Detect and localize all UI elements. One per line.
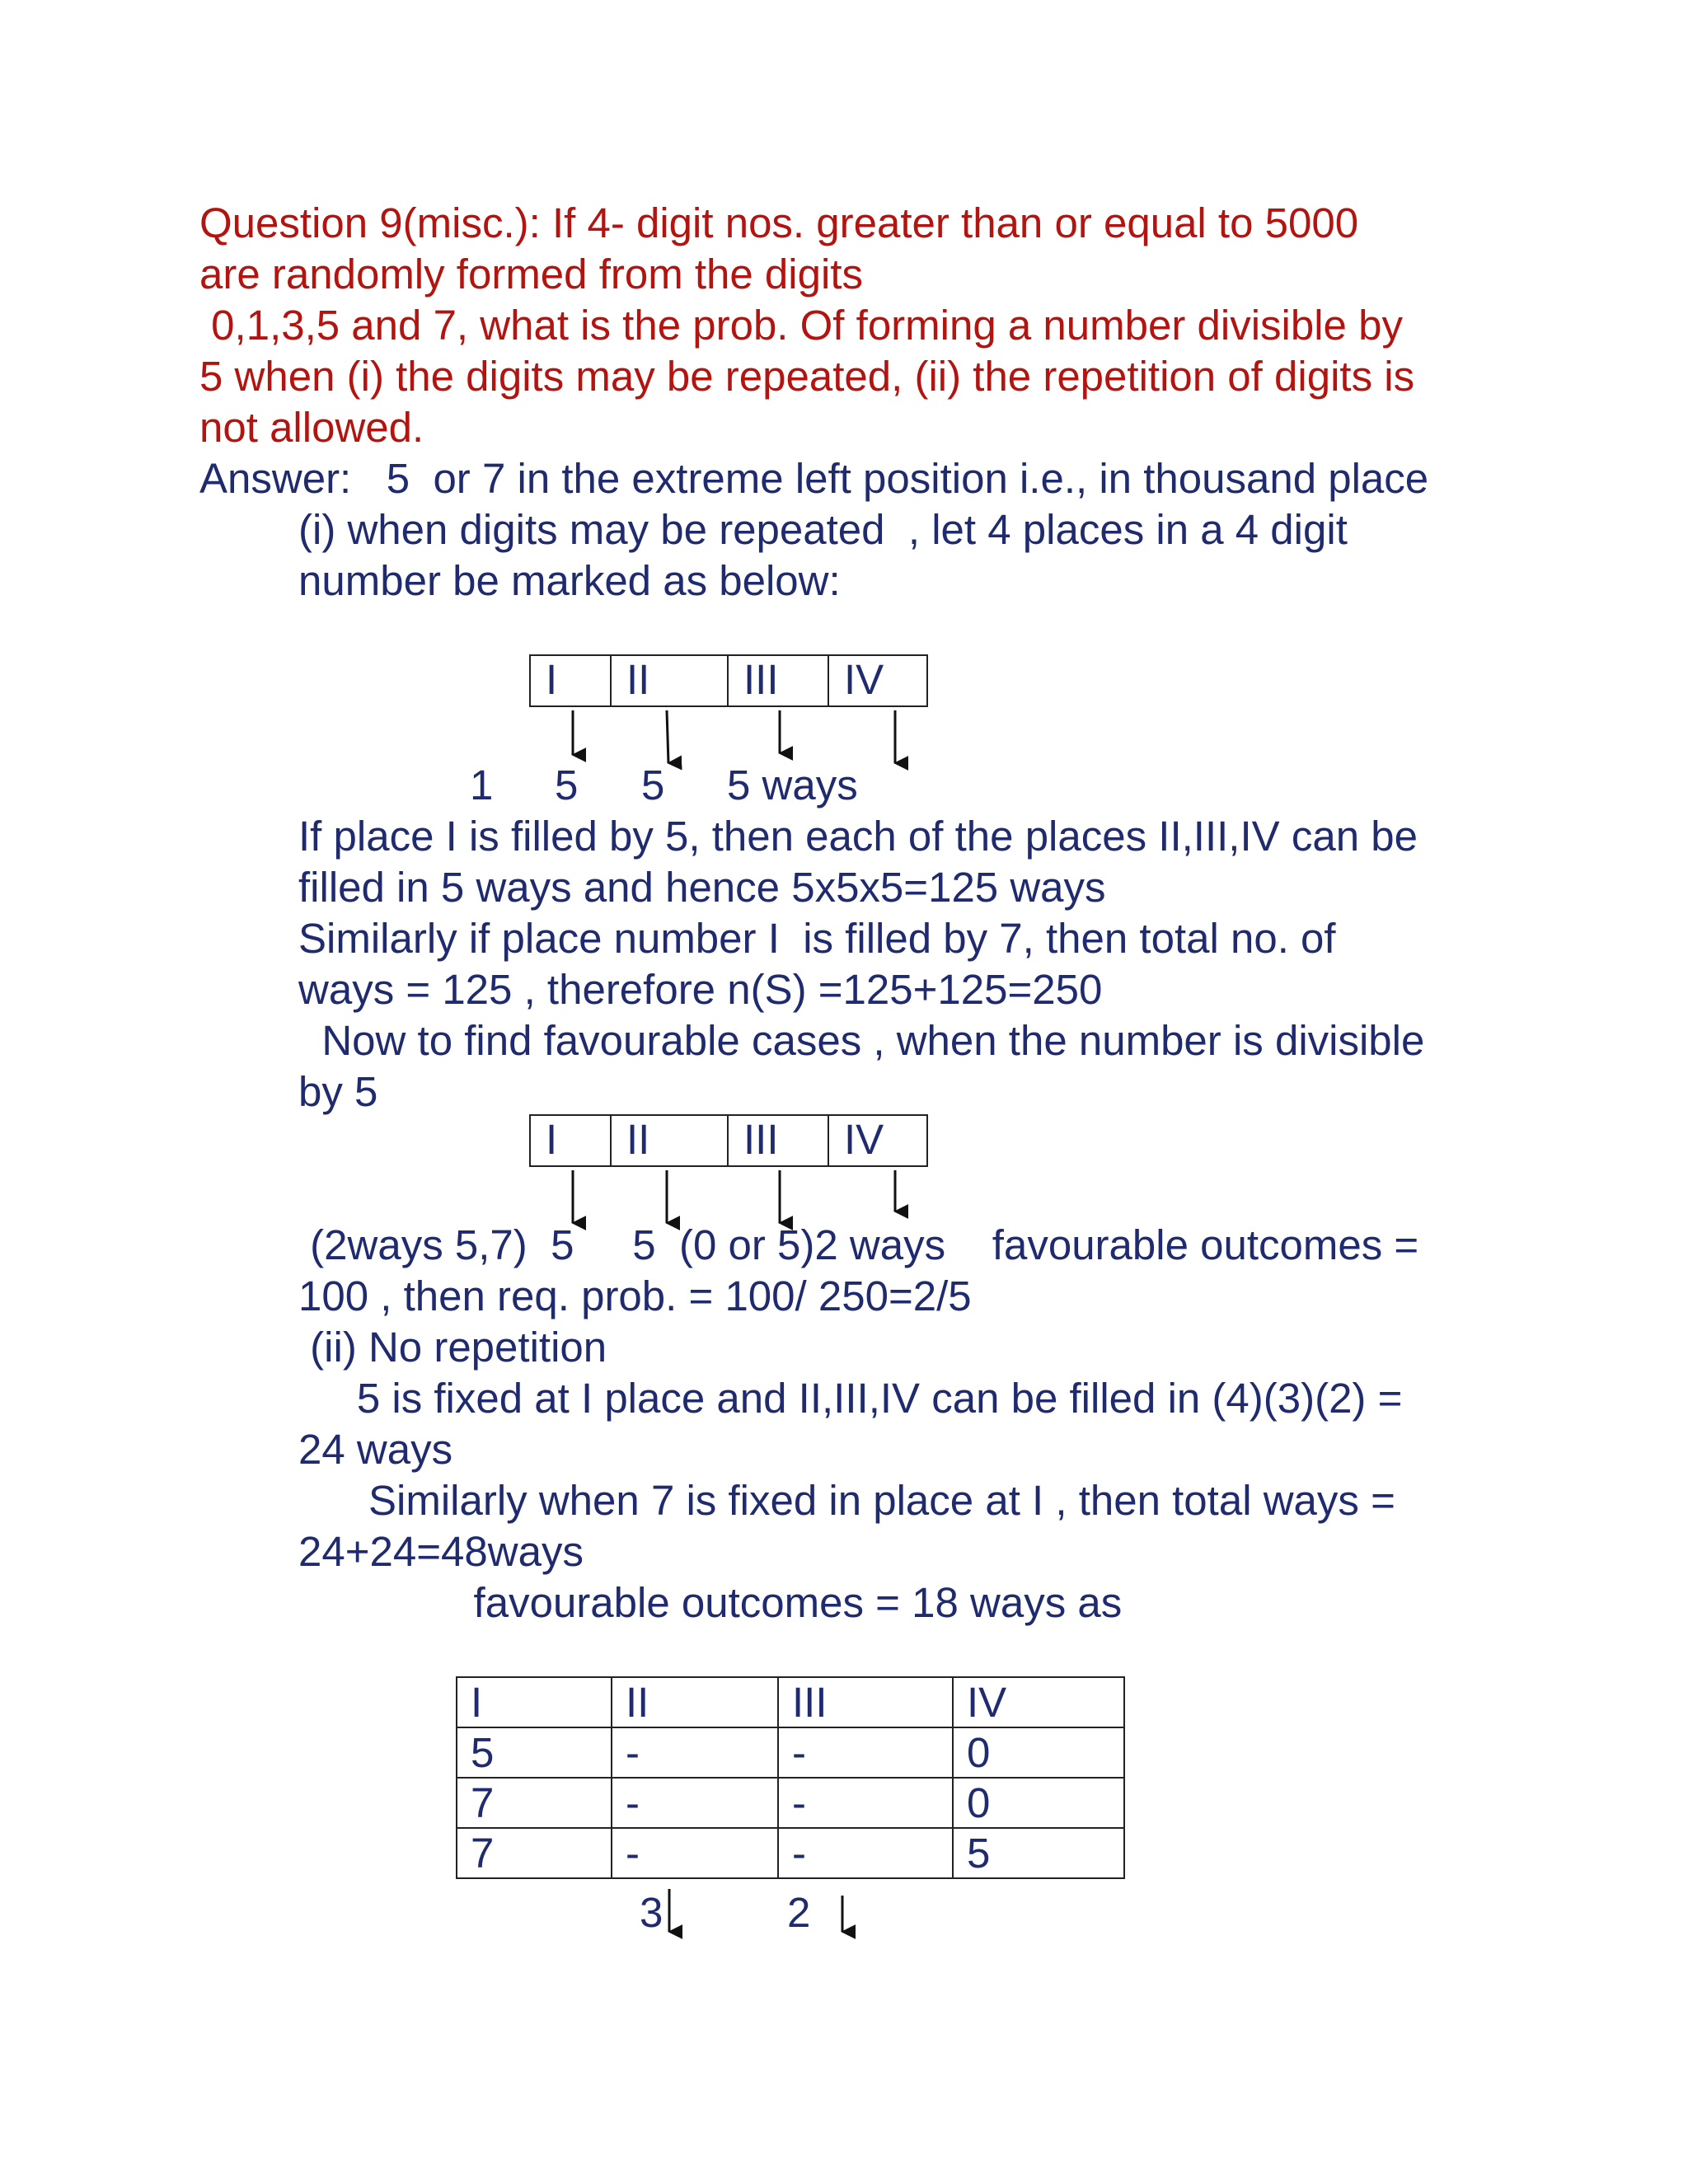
ways-place-iv: 5 ways (727, 762, 858, 808)
part2-line-7: favourable outcomes = 18 ways as (298, 1579, 1123, 1626)
table-cell: 0 (953, 1778, 1124, 1828)
table-cell: - (612, 1727, 778, 1778)
part2-line-3: 5 is fixed at I place and II,III,IV can be filled in (4)(3)(2) = (298, 1375, 1403, 1422)
part2-line-1: 100 , then req. prob. = 100/ 250=2/5 (298, 1272, 972, 1319)
ways-place-iii: 5 (641, 762, 665, 808)
table-cell: 0 (953, 1727, 1124, 1778)
diagram2-ways-line: (2ways 5,7) 5 5 (0 or 5)2 ways favourable outcomes = (298, 1221, 1419, 1268)
part1-line-2: filled in 5 ways and hence 5x5x5=125 ways (298, 864, 1106, 911)
part1-line-1: If place I is filled by 5, then each of the places II,III,IV can be (298, 813, 1418, 860)
part2-line-4: 24 ways (298, 1426, 453, 1473)
table-cell: 5 (457, 1727, 612, 1778)
place-box-ii-2: II (610, 1114, 729, 1167)
ways-place-ii: 5 (555, 762, 579, 808)
place-box-i: I (529, 654, 612, 707)
table-cell: 5 (953, 1828, 1124, 1878)
table-header-cell: IV (953, 1677, 1124, 1727)
table-below-iii: 2 (787, 1889, 811, 1936)
place-box-i-2: I (529, 1114, 612, 1167)
table-cell: 7 (457, 1828, 612, 1878)
table-cell: - (612, 1828, 778, 1878)
place-box-iv-2: IV (828, 1114, 928, 1167)
table-header-cell: II (612, 1677, 778, 1727)
place-box-iv: IV (828, 654, 928, 707)
question-line-3: 0,1,3,5 and 7, what is the prob. Of forming a number divisible by (199, 302, 1403, 349)
place-box-iii: III (727, 654, 829, 707)
down-arrow-icon (667, 710, 668, 763)
question-line-4: 5 when (i) the digits may be repeated, (ii) the repetition of digits is (199, 353, 1415, 400)
place-box-iii-2: III (727, 1114, 829, 1167)
question-line-1: Question 9(misc.): If 4- digit nos. greater than or equal to 5000 (199, 199, 1359, 246)
table-cell: - (778, 1778, 953, 1828)
ways-place-i: 1 (470, 762, 494, 808)
table-below-ii: 3 (640, 1889, 663, 1936)
table-cell: - (612, 1778, 778, 1828)
question-line-2: are randomly formed from the digits (199, 251, 863, 298)
place-box-ii: II (610, 654, 729, 707)
answer-line-3: number be marked as below: (298, 557, 841, 604)
part1-line-5: Now to find favourable cases , when the number is divisible (298, 1017, 1425, 1064)
part2-line-6: 24+24=48ways (298, 1528, 584, 1575)
part1-line-4: ways = 125 , therefore n(S) =125+125=250 (298, 966, 1103, 1013)
part1-line-6: by 5 (298, 1068, 378, 1115)
table-cell: - (778, 1828, 953, 1878)
part2-line-2: (ii) No repetition (298, 1324, 607, 1371)
part1-line-3: Similarly if place number I is filled by 7, then total no. of (298, 915, 1336, 962)
question-line-5: not allowed. (199, 404, 424, 451)
table-cell: 7 (457, 1778, 612, 1828)
table-cell: - (778, 1727, 953, 1778)
table-header-cell: I (457, 1677, 612, 1727)
answer-line-2: (i) when digits may be repeated , let 4 places in a 4 digit (298, 506, 1348, 553)
part2-line-5: Similarly when 7 is fixed in place at I , then total ways = (298, 1477, 1395, 1524)
answer-line-1: Answer: 5 or 7 in the extreme left position i.e., in thousand place (199, 455, 1429, 502)
table-header-cell: III (778, 1677, 953, 1727)
